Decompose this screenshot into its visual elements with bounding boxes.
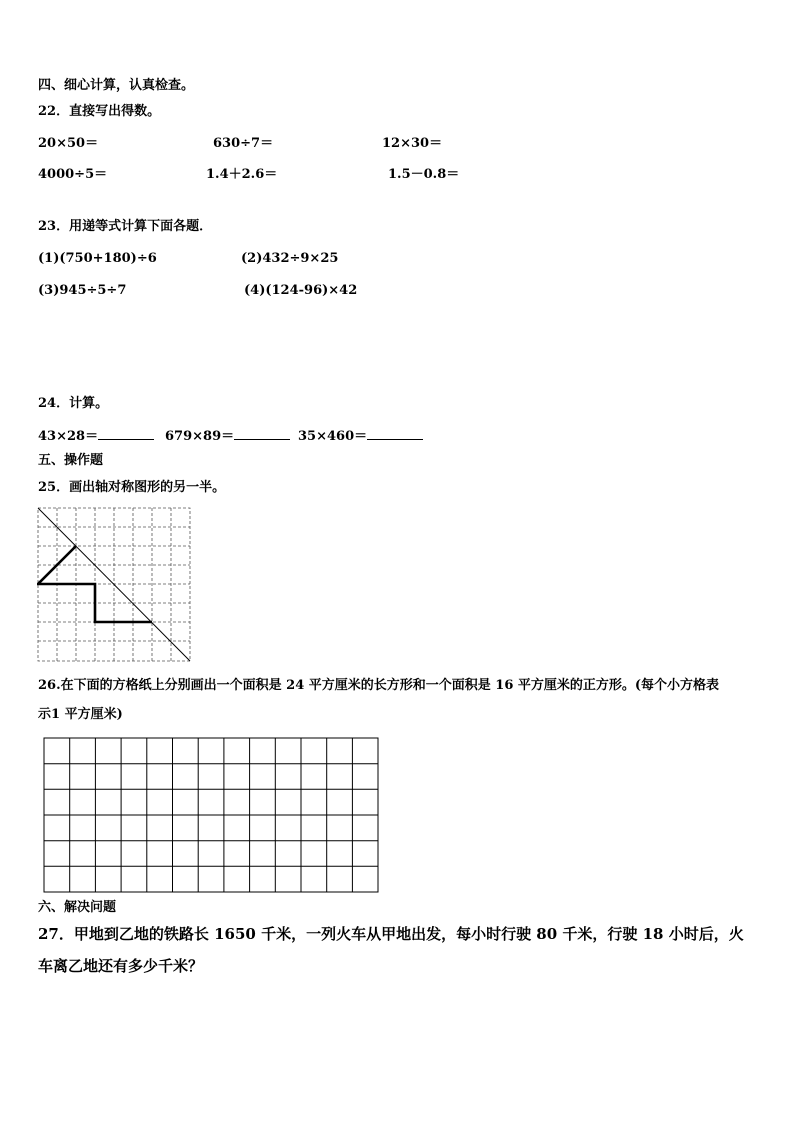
q25-symmetry-grid <box>37 507 193 662</box>
q27-text-line1: 27．甲地到乙地的铁路长 1650 千米，一列火车从甲地出发，每小时行驶 80 千米，行驶 18 小时后，火 <box>38 925 744 943</box>
q23-item-2: (2)432÷9×25 <box>241 251 339 266</box>
q27-text-line2: 车离乙地还有多少千米？ <box>38 957 204 975</box>
answer-blank[interactable] <box>98 427 154 440</box>
q23-item-1: (1)(750+180)÷6 <box>38 251 157 266</box>
q23-item-3: (3)945÷5÷7 <box>38 283 127 298</box>
answer-blank[interactable] <box>234 427 290 440</box>
q22-item-2: 630÷7＝ <box>213 136 274 151</box>
q23-item-4: (4)(124-96)×42 <box>244 283 358 298</box>
q24-item-2 <box>165 427 290 445</box>
q23-title: 23．用递等式计算下面各题． <box>38 219 213 234</box>
section-5-heading: 五、操作题 <box>38 453 104 468</box>
q22-item-6: 1.5－0.8＝ <box>388 167 460 182</box>
q25-title: 25．画出轴对称图形的另一半。 <box>38 480 226 495</box>
q24-title: 24．计算。 <box>38 396 109 411</box>
q22-title: 22．直接写出得数。 <box>38 104 161 119</box>
q24-expr-2: 679×89＝ <box>165 429 235 444</box>
q24-expr-3: 35×460＝ <box>298 429 368 444</box>
answer-blank[interactable] <box>367 427 423 440</box>
q26-square-grid[interactable] <box>43 737 381 894</box>
q22-item-4: 4000÷5＝ <box>38 167 108 182</box>
q24-expr-1: 43×28＝ <box>38 429 99 444</box>
section-4-heading: 四、细心计算，认真检查。 <box>38 78 195 93</box>
q24-item-3 <box>298 427 423 445</box>
q26-text-line1: 26.在下面的方格纸上分别画出一个面积是 24 平方厘米的长方形和一个面积是 16 平方厘米的正方形。(每个小方格表 <box>38 678 720 693</box>
q22-item-5: 1.4＋2.6＝ <box>206 167 278 182</box>
section-6-heading: 六、解决问题 <box>38 900 117 915</box>
q24-item-1 <box>38 427 154 445</box>
q22-item-3: 12×30＝ <box>382 136 443 151</box>
q22-item-1: 20×50＝ <box>38 136 99 151</box>
q26-text-line2: 示1 平方厘米) <box>38 707 123 722</box>
